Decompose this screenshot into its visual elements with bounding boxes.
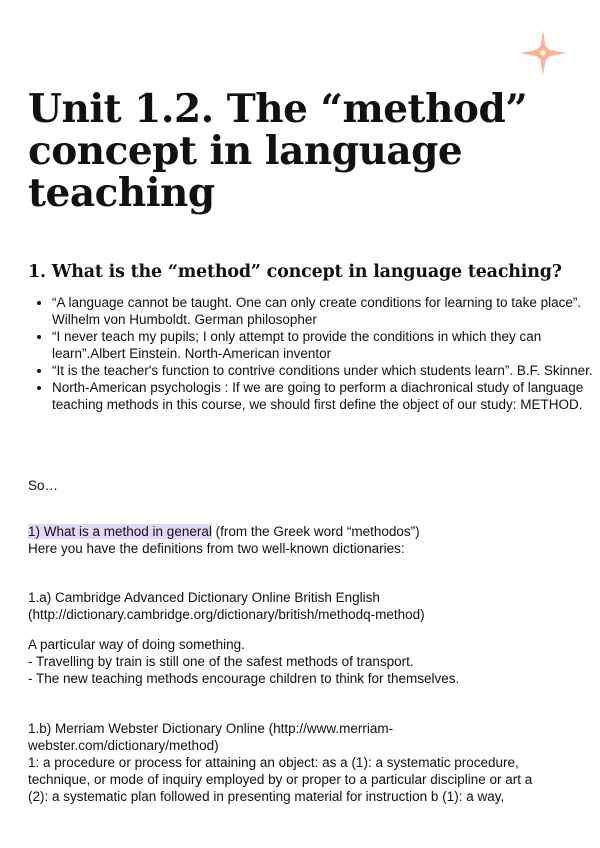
list-item: North-American psychologis : If we are going to perform a diachronical study of language teaching methods in this course, we should first define the object of our study: METHOD. xyxy=(52,379,597,413)
cambridge-url: (http://dictionary.cambridge.org/dictionary/british/methodq-method) xyxy=(28,607,425,622)
intro-line: Here you have the definitions from two well-known dictionaries: xyxy=(28,541,405,556)
quote-list xyxy=(30,294,597,413)
definition-text: 1: a procedure or process for attaining an object: as a (1): a systematic procedure, xyxy=(28,755,519,770)
example-text: - Travelling by train is still one of the safest methods of transport. xyxy=(28,654,414,669)
definition-text: technique, or mode of inquiry employed by or proper to a particular discipline or art a xyxy=(28,772,533,787)
so-text: So… xyxy=(28,478,59,493)
cambridge-heading xyxy=(28,589,425,623)
definition-text: (2): a systematic plan followed in presenting material for instruction b (1): a way, xyxy=(28,789,505,804)
example-text: - The new teaching methods encourage children to think for themselves. xyxy=(28,671,460,686)
definition-text: A particular way of doing something. xyxy=(28,637,245,652)
list-item: “It is the teacher's function to contrive conditions under which students learn”. B.F. Skinner. xyxy=(52,362,597,379)
cambridge-heading-line: 1.a) Cambridge Advanced Dictionary Online British English xyxy=(28,590,380,605)
section-heading: 1. What is the “method” concept in language teaching? xyxy=(28,262,562,282)
method-question xyxy=(28,523,420,557)
merriam-url: webster.com/dictionary/method) xyxy=(28,738,219,753)
page-title: Unit 1.2. The “method” concept in language teaching xyxy=(28,86,528,216)
cambridge-definition xyxy=(28,636,459,687)
merriam-heading-line: 1.b) Merriam Webster Dictionary Online (http://www.merriam- xyxy=(28,721,394,736)
list-item: “A language cannot be taught. One can only create conditions for learning to take place”. Wilhelm von Humboldt. German philosopher xyxy=(52,294,597,328)
question-line xyxy=(28,523,420,540)
question-origin: (from the Greek word “methodos”) xyxy=(211,524,420,539)
list-item: “I never teach my pupils; I only attempt to provide the conditions in which they can learn”.Albert Einstein. North-American inventor xyxy=(52,328,597,362)
highlighted-question: 1) What is a method in general xyxy=(28,524,212,539)
sparkle-star-icon xyxy=(518,28,568,78)
merriam-entry xyxy=(28,720,532,805)
